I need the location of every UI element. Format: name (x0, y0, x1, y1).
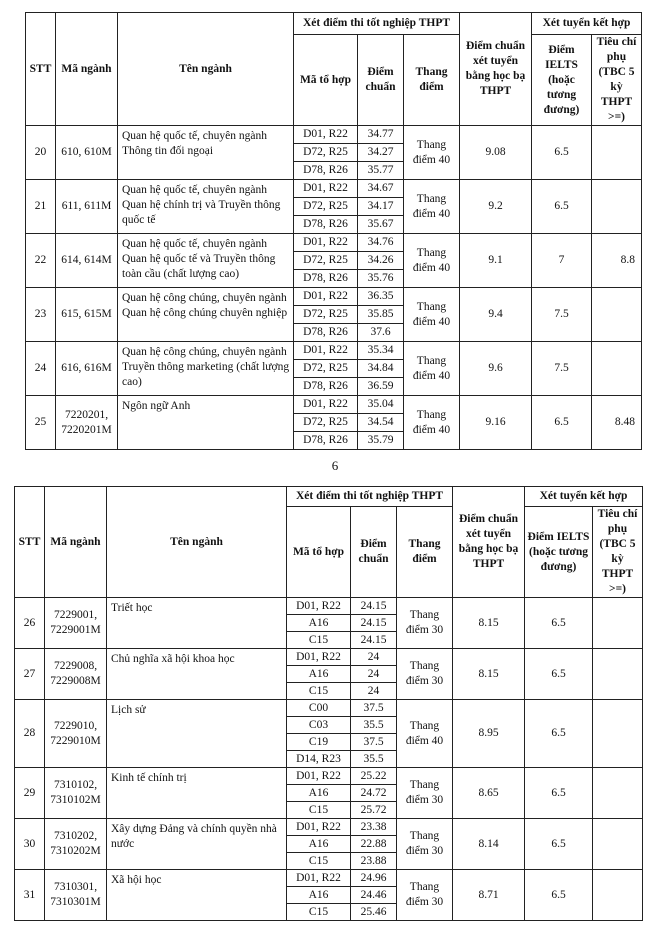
ten-nganh-cell: Quan hệ công chúng, chuyên ngành Quan hệ công chúng chuyên nghiệp (118, 288, 294, 342)
to-hop-cell: D01, R22 (294, 396, 358, 414)
diem-chuan-cell: 35.34 (358, 342, 404, 360)
thang-diem-cell: Thang điểm 40 (404, 180, 460, 234)
stt-cell: 20 (26, 126, 56, 180)
to-hop-cell: C15 (287, 632, 351, 649)
thang-diem-cell: Thang điểm 40 (404, 234, 460, 288)
to-hop-cell: D78, R26 (294, 432, 358, 450)
header-thang-diem: Thang điểm (397, 507, 453, 598)
hoc-ba-cell: 8.95 (453, 700, 525, 768)
header-diem-hoc-ba: Điểm chuẩn xét tuyển bằng học bạ THPT (453, 487, 525, 598)
to-hop-cell: D72, R25 (294, 252, 358, 270)
tieu-chi-cell (593, 598, 643, 649)
ten-nganh-cell: Kinh tế chính trị (107, 768, 287, 819)
diem-chuan-cell: 34.54 (358, 414, 404, 432)
diem-chuan-cell: 24.15 (351, 632, 397, 649)
header-ielts: Điểm IELTS (hoặc tương đương) (532, 35, 592, 126)
to-hop-cell: D01, R22 (294, 234, 358, 252)
diem-chuan-cell: 34.67 (358, 180, 404, 198)
diem-chuan-cell: 35.67 (358, 216, 404, 234)
diem-chuan-cell: 25.72 (351, 802, 397, 819)
to-hop-cell: D72, R25 (294, 360, 358, 378)
ma-nganh-cell: 7229008, 7229008M (45, 649, 107, 700)
stt-cell: 28 (15, 700, 45, 768)
ten-nganh-cell: Quan hệ quốc tế, chuyên ngành Thông tin đối ngoại (118, 126, 294, 180)
diem-chuan-cell: 35.04 (358, 396, 404, 414)
header-xet-thpt: Xét điểm thi tốt nghiệp THPT (294, 13, 460, 35)
thang-diem-cell: Thang điểm 40 (404, 126, 460, 180)
header-xet-ket-hop: Xét tuyển kết hợp (525, 487, 643, 507)
diem-chuan-cell: 25.46 (351, 904, 397, 921)
ten-nganh-cell: Ngôn ngữ Anh (118, 396, 294, 450)
diem-chuan-cell: 35.85 (358, 306, 404, 324)
to-hop-cell: A16 (287, 615, 351, 632)
diem-chuan-cell: 35.77 (358, 162, 404, 180)
to-hop-cell: D14, R23 (287, 751, 351, 768)
to-hop-cell: A16 (287, 666, 351, 683)
hoc-ba-cell: 9.1 (460, 234, 532, 288)
diem-chuan-cell: 24.96 (351, 870, 397, 887)
ma-nganh-cell: 615, 615M (56, 288, 118, 342)
diem-chuan-cell: 37.6 (358, 324, 404, 342)
header-ten-nganh: Tên ngành (118, 13, 294, 126)
header-ma-nganh: Mã ngành (56, 13, 118, 126)
thang-diem-cell: Thang điểm 40 (404, 396, 460, 450)
diem-chuan-cell: 24 (351, 683, 397, 700)
tieu-chi-cell (593, 768, 643, 819)
ielts-cell: 7 (532, 234, 592, 288)
hoc-ba-cell: 8.71 (453, 870, 525, 921)
to-hop-cell: D01, R22 (287, 768, 351, 785)
to-hop-cell: D78, R26 (294, 378, 358, 396)
to-hop-cell: D01, R22 (287, 598, 351, 615)
table-row (26, 234, 642, 252)
diem-chuan-cell: 34.84 (358, 360, 404, 378)
tieu-chi-cell (593, 819, 643, 870)
tieu-chi-cell: 8.8 (592, 234, 642, 288)
admission-table-top (25, 12, 642, 450)
hoc-ba-cell: 8.65 (453, 768, 525, 819)
ielts-cell: 6.5 (525, 768, 593, 819)
diem-chuan-cell: 24.15 (351, 615, 397, 632)
diem-chuan-cell: 23.38 (351, 819, 397, 836)
ten-nganh-cell: Quan hệ công chúng, chuyên ngành Truyền thông marketing (chất lượng cao) (118, 342, 294, 396)
diem-chuan-cell: 34.26 (358, 252, 404, 270)
ma-nganh-cell: 7310102, 7310102M (45, 768, 107, 819)
ielts-cell: 6.5 (525, 700, 593, 768)
page-number: 6 (331, 458, 339, 473)
stt-cell: 29 (15, 768, 45, 819)
to-hop-cell: D78, R26 (294, 162, 358, 180)
to-hop-cell: D72, R25 (294, 306, 358, 324)
diem-chuan-cell: 34.17 (358, 198, 404, 216)
to-hop-cell: D72, R25 (294, 198, 358, 216)
to-hop-cell: C15 (287, 683, 351, 700)
header-thang-diem: Thang điểm (404, 35, 460, 126)
table-row (15, 819, 643, 836)
ten-nganh-cell: Quan hệ quốc tế, chuyên ngành Quan hệ quốc tế và Truyền thông toàn cầu (chất lượng cao) (118, 234, 294, 288)
to-hop-cell: D78, R26 (294, 270, 358, 288)
to-hop-cell: D01, R22 (294, 126, 358, 144)
table-body-top (26, 126, 642, 450)
diem-chuan-cell: 25.22 (351, 768, 397, 785)
thang-diem-cell: Thang điểm 40 (404, 342, 460, 396)
hoc-ba-cell: 9.6 (460, 342, 532, 396)
header-xet-thpt: Xét điểm thi tốt nghiệp THPT (287, 487, 453, 507)
ten-nganh-cell: Lịch sử (107, 700, 287, 768)
table-row (15, 768, 643, 785)
hoc-ba-cell: 8.14 (453, 819, 525, 870)
ma-nganh-cell: 614, 614M (56, 234, 118, 288)
tieu-chi-cell (593, 870, 643, 921)
hoc-ba-cell: 8.15 (453, 649, 525, 700)
to-hop-cell: D01, R22 (294, 180, 358, 198)
ielts-cell: 6.5 (532, 396, 592, 450)
to-hop-cell: D72, R25 (294, 144, 358, 162)
diem-chuan-cell: 24.72 (351, 785, 397, 802)
to-hop-cell: C19 (287, 734, 351, 751)
header-ten-nganh: Tên ngành (107, 487, 287, 598)
to-hop-cell: D01, R22 (287, 649, 351, 666)
ielts-cell: 6.5 (532, 126, 592, 180)
thang-diem-cell: Thang điểm 30 (397, 819, 453, 870)
ielts-cell: 6.5 (532, 180, 592, 234)
to-hop-cell: D01, R22 (294, 342, 358, 360)
header-stt: STT (15, 487, 45, 598)
diem-chuan-cell: 36.35 (358, 288, 404, 306)
tieu-chi-cell: 8.48 (592, 396, 642, 450)
diem-chuan-cell: 24 (351, 666, 397, 683)
diem-chuan-cell: 36.59 (358, 378, 404, 396)
hoc-ba-cell: 8.15 (453, 598, 525, 649)
ten-nganh-cell: Xã hội học (107, 870, 287, 921)
hoc-ba-cell: 9.4 (460, 288, 532, 342)
table-row (15, 598, 643, 615)
to-hop-cell: C15 (287, 802, 351, 819)
admission-table-bottom (14, 486, 643, 921)
table-row (26, 126, 642, 144)
hoc-ba-cell: 9.16 (460, 396, 532, 450)
diem-chuan-cell: 24.15 (351, 598, 397, 615)
ma-nganh-cell: 7220201, 7220201M (56, 396, 118, 450)
header-ma-nganh: Mã ngành (45, 487, 107, 598)
table-row (15, 870, 643, 887)
to-hop-cell: D01, R22 (287, 870, 351, 887)
stt-cell: 27 (15, 649, 45, 700)
thang-diem-cell: Thang điểm 30 (397, 649, 453, 700)
table-row (26, 288, 642, 306)
header-ielts: Điểm IELTS (hoặc tương đương) (525, 507, 593, 598)
table-body-bottom (15, 598, 643, 921)
diem-chuan-cell: 24 (351, 649, 397, 666)
stt-cell: 21 (26, 180, 56, 234)
ielts-cell: 6.5 (525, 598, 593, 649)
to-hop-cell: A16 (287, 836, 351, 853)
tieu-chi-cell (592, 180, 642, 234)
ma-nganh-cell: 611, 611M (56, 180, 118, 234)
header-diem-hoc-ba: Điểm chuẩn xét tuyển bằng học bạ THPT (460, 13, 532, 126)
to-hop-cell: D78, R26 (294, 324, 358, 342)
header-diem-chuan: Điểm chuẩn (358, 35, 404, 126)
diem-chuan-cell: 22.88 (351, 836, 397, 853)
ma-nganh-cell: 7310202, 7310202M (45, 819, 107, 870)
to-hop-cell: C15 (287, 904, 351, 921)
ten-nganh-cell: Chủ nghĩa xã hội khoa học (107, 649, 287, 700)
diem-chuan-cell: 34.27 (358, 144, 404, 162)
ma-nganh-cell: 610, 610M (56, 126, 118, 180)
stt-cell: 22 (26, 234, 56, 288)
stt-cell: 30 (15, 819, 45, 870)
to-hop-cell: D01, R22 (287, 819, 351, 836)
diem-chuan-cell: 24.46 (351, 887, 397, 904)
diem-chuan-cell: 35.5 (351, 717, 397, 734)
diem-chuan-cell: 35.5 (351, 751, 397, 768)
tieu-chi-cell (592, 342, 642, 396)
ielts-cell: 6.5 (525, 870, 593, 921)
header-tieu-chi: Tiêu chí phụ (TBC 5 kỳ THPT >=) (593, 507, 643, 598)
ten-nganh-cell: Quan hệ quốc tế, chuyên ngành Quan hệ chính trị và Truyền thông quốc tế (118, 180, 294, 234)
stt-cell: 24 (26, 342, 56, 396)
stt-cell: 25 (26, 396, 56, 450)
ten-nganh-cell: Triết học (107, 598, 287, 649)
to-hop-cell: D72, R25 (294, 414, 358, 432)
diem-chuan-cell: 35.79 (358, 432, 404, 450)
to-hop-cell: C00 (287, 700, 351, 717)
ielts-cell: 7.5 (532, 288, 592, 342)
table-row (26, 180, 642, 198)
to-hop-cell: A16 (287, 785, 351, 802)
to-hop-cell: C15 (287, 853, 351, 870)
ten-nganh-cell: Xây dựng Đảng và chính quyền nhà nước (107, 819, 287, 870)
hoc-ba-cell: 9.08 (460, 126, 532, 180)
hoc-ba-cell: 9.2 (460, 180, 532, 234)
stt-cell: 31 (15, 870, 45, 921)
tieu-chi-cell (593, 700, 643, 768)
tieu-chi-cell (592, 288, 642, 342)
stt-cell: 23 (26, 288, 56, 342)
diem-chuan-cell: 37.5 (351, 734, 397, 751)
tieu-chi-cell (592, 126, 642, 180)
thang-diem-cell: Thang điểm 40 (404, 288, 460, 342)
to-hop-cell: D01, R22 (294, 288, 358, 306)
thang-diem-cell: Thang điểm 40 (397, 700, 453, 768)
diem-chuan-cell: 23.88 (351, 853, 397, 870)
ma-nganh-cell: 616, 616M (56, 342, 118, 396)
diem-chuan-cell: 37.5 (351, 700, 397, 717)
ielts-cell: 7.5 (532, 342, 592, 396)
diem-chuan-cell: 34.76 (358, 234, 404, 252)
to-hop-cell: A16 (287, 887, 351, 904)
table-row (26, 396, 642, 414)
thang-diem-cell: Thang điểm 30 (397, 598, 453, 649)
diem-chuan-cell: 34.77 (358, 126, 404, 144)
thang-diem-cell: Thang điểm 30 (397, 768, 453, 819)
table-row (15, 649, 643, 666)
ielts-cell: 6.5 (525, 649, 593, 700)
ma-nganh-cell: 7310301, 7310301M (45, 870, 107, 921)
ma-nganh-cell: 7229010, 7229010M (45, 700, 107, 768)
table-row (15, 700, 643, 717)
header-stt: STT (26, 13, 56, 126)
ielts-cell: 6.5 (525, 819, 593, 870)
thang-diem-cell: Thang điểm 30 (397, 870, 453, 921)
header-xet-ket-hop: Xét tuyển kết hợp (532, 13, 642, 35)
header-ma-to-hop: Mã tổ hợp (294, 35, 358, 126)
ma-nganh-cell: 7229001, 7229001M (45, 598, 107, 649)
tieu-chi-cell (593, 649, 643, 700)
stt-cell: 26 (15, 598, 45, 649)
diem-chuan-cell: 35.76 (358, 270, 404, 288)
table-row (26, 342, 642, 360)
header-tieu-chi: Tiêu chí phụ (TBC 5 kỳ THPT >=) (592, 35, 642, 126)
header-diem-chuan: Điểm chuẩn (351, 507, 397, 598)
to-hop-cell: D78, R26 (294, 216, 358, 234)
header-ma-to-hop: Mã tổ hợp (287, 507, 351, 598)
to-hop-cell: C03 (287, 717, 351, 734)
